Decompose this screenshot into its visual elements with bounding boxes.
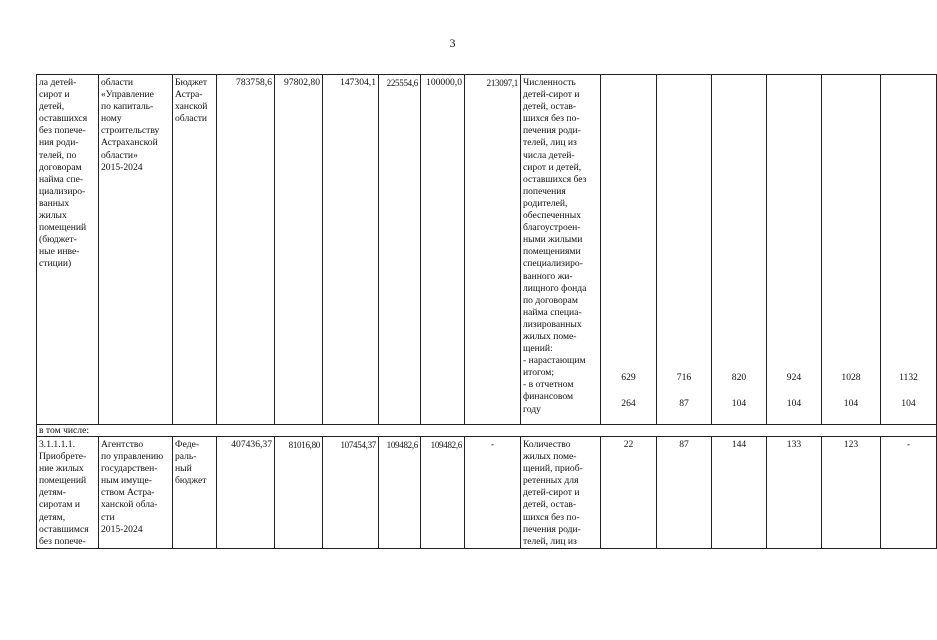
indicator-line: сирот и детей, xyxy=(523,161,582,173)
indicator-value-3 xyxy=(712,75,767,425)
amount-year-1: 97802,80 xyxy=(275,75,323,425)
indicator-line: благоустроен- xyxy=(523,222,581,234)
period-value: 104 xyxy=(731,397,747,409)
funding-source-line: ный xyxy=(175,463,192,475)
funding-source-line: Бюджет xyxy=(175,77,208,88)
period-value: 264 xyxy=(621,397,636,409)
indicator-line: жилых поме- xyxy=(523,451,577,463)
indicator-line: ванного жи- xyxy=(523,270,573,282)
indicator-line: лищного фонда xyxy=(523,282,587,294)
indicator-line: печения роди- xyxy=(523,523,581,535)
executor-line: области xyxy=(101,77,134,88)
executor-line: сти xyxy=(101,511,115,523)
cumulative-value: 1132 xyxy=(899,371,918,383)
period-value: 104 xyxy=(843,397,859,409)
indicator-value-4 xyxy=(767,75,822,425)
indicator-line: щений: xyxy=(523,343,553,355)
cumulative-value: 716 xyxy=(676,371,692,383)
table-row xyxy=(37,75,937,425)
indicator-line: родителей, xyxy=(523,197,568,209)
executor-cell xyxy=(99,75,173,425)
indicator-line: детей-сирот и xyxy=(523,487,580,499)
executor-line: Астраханской xyxy=(101,137,158,149)
executor-line: ханской обла- xyxy=(101,499,158,511)
executor-line: 2015-2024 xyxy=(101,523,143,535)
funding-source-line: Феде- xyxy=(175,439,200,450)
funding-source-cell xyxy=(173,75,217,425)
amount-total: 407436,37 xyxy=(217,437,275,549)
measure-name-line: договорам xyxy=(39,161,82,173)
executor-line: ством Астра- xyxy=(101,487,155,499)
executor-line: по капиталь- xyxy=(101,101,154,113)
executor-line: ным имуще- xyxy=(101,475,152,487)
indicator-line: попечения xyxy=(523,185,566,197)
measure-name-line: ла детей- xyxy=(39,77,77,88)
amount-year-4: 109482,6 xyxy=(421,437,465,549)
executor-line: государствен- xyxy=(101,463,158,475)
cumulative-value: 820 xyxy=(731,371,747,383)
funding-source-line: ханской xyxy=(175,101,208,113)
indicator-line: лизированных xyxy=(523,318,582,330)
executor-line: ному xyxy=(101,113,122,125)
indicator-line: Численность xyxy=(523,77,576,88)
indicator-line: телей, лиц из xyxy=(523,137,577,149)
page-number: 3 xyxy=(449,36,456,50)
amount-year-3: 225554,6 xyxy=(379,75,421,425)
amount-year-2: 147304,1 xyxy=(323,75,379,425)
executor-line: строительству xyxy=(101,125,160,137)
measure-name-line: Приобрете- xyxy=(39,451,87,463)
indicator-value-2: 87 xyxy=(657,437,712,549)
measure-name-line: без попече- xyxy=(39,535,86,547)
executor-cell xyxy=(99,437,173,549)
measure-name-line: детей, xyxy=(39,101,65,113)
indicator-line: телей, лиц из xyxy=(523,535,577,547)
cumulative-label-line: итогом; xyxy=(523,367,555,379)
funding-source-line: области xyxy=(175,113,208,125)
period-value: 104 xyxy=(901,397,916,409)
indicator-value-4: 133 xyxy=(767,437,822,549)
indicator-cell xyxy=(521,75,601,425)
measure-name-line: циализиро- xyxy=(39,185,86,197)
executor-line: области» xyxy=(101,149,138,161)
amount-year-5: - xyxy=(465,437,521,549)
indicator-line: специализиро- xyxy=(523,258,583,270)
amount-year-3: 109482,6 xyxy=(379,437,421,549)
measure-name-line: ванных xyxy=(39,197,70,209)
indicator-value-6 xyxy=(881,75,937,425)
measure-name-cell xyxy=(37,437,99,549)
indicator-value-1 xyxy=(601,75,657,425)
indicator-line: Количество xyxy=(523,439,571,450)
executor-line: Агентство xyxy=(101,439,144,450)
measure-name-line: ние жилых xyxy=(39,463,84,475)
indicator-value-5 xyxy=(822,75,881,425)
including-label: в том числе: xyxy=(37,425,937,437)
funding-source-line: Астра- xyxy=(175,89,203,101)
indicator-value-1: 22 xyxy=(601,437,657,549)
indicator-value-3: 144 xyxy=(712,437,767,549)
measure-name-line: помещений xyxy=(39,475,87,487)
executor-line: «Управление xyxy=(101,89,154,101)
indicator-line: найма специа- xyxy=(523,306,582,318)
indicator-value-5: 123 xyxy=(822,437,881,549)
indicator-line: ретенных для xyxy=(523,475,579,487)
measure-name-line: оставшихся xyxy=(39,113,88,125)
amount-year-5: 213097,1 xyxy=(465,75,521,425)
indicator-line: шихся без по- xyxy=(523,113,580,125)
indicator-line: помещениями xyxy=(523,246,581,258)
cumulative-value: 924 xyxy=(786,371,802,383)
measure-name-line: детям- xyxy=(39,487,66,499)
executor-line: 2015-2024 xyxy=(101,161,143,173)
period-label-line: - в отчетном xyxy=(523,379,574,391)
measure-name-line: ния роди- xyxy=(39,137,79,149)
period-label-line: финансовом xyxy=(523,391,574,403)
table-row xyxy=(37,437,937,549)
indicator-value-2 xyxy=(657,75,712,425)
indicator-line: по договорам xyxy=(523,294,578,306)
measure-name-line: ные инве- xyxy=(39,246,80,258)
measure-name-line: (бюджет- xyxy=(39,234,77,246)
indicator-line: детей-сирот и xyxy=(523,89,580,101)
section-row xyxy=(37,425,937,437)
measure-name-cell xyxy=(37,75,99,425)
amount-year-4: 100000,0 xyxy=(421,75,465,425)
measure-name-line: сирот и xyxy=(39,89,70,101)
measure-name-line: жилых xyxy=(39,210,67,222)
indicator-line: шихся без по- xyxy=(523,511,580,523)
measure-name-line: помещений xyxy=(39,222,87,234)
period-value: 87 xyxy=(679,397,689,409)
measure-name-line: телей, по xyxy=(39,149,77,161)
indicator-value-6: - xyxy=(881,437,937,549)
indicator-line: оставшихся без xyxy=(523,173,587,185)
amount-total: 783758,6 xyxy=(217,75,275,425)
measure-name-line: детям, xyxy=(39,511,66,523)
indicator-line: обеспеченных xyxy=(523,210,582,222)
indicator-cell xyxy=(521,437,601,549)
amount-year-2: 107454,37 xyxy=(323,437,379,549)
measure-name-line: оставшимся xyxy=(39,523,89,535)
cumulative-value: 1028 xyxy=(841,371,861,383)
indicator-line: детей, остав- xyxy=(523,101,577,113)
program-table xyxy=(36,74,937,549)
measure-name-line: найма спе- xyxy=(39,173,84,185)
period-value: 104 xyxy=(786,397,802,409)
cumulative-value: 629 xyxy=(621,371,636,383)
amount-year-1: 81016,80 xyxy=(275,437,323,549)
indicator-line: печения роди- xyxy=(523,125,581,137)
executor-line: по управлению xyxy=(101,451,164,463)
funding-source-line: раль- xyxy=(175,451,197,463)
indicator-line: ными жилыми xyxy=(523,234,583,246)
indicator-line: детей, остав- xyxy=(523,499,577,511)
measure-name-line: без попече- xyxy=(39,125,86,137)
funding-source-line: бюджет xyxy=(175,475,207,487)
measure-name-line: сиротам и xyxy=(39,499,81,511)
indicator-line: щений, приоб- xyxy=(523,463,583,475)
funding-source-cell xyxy=(173,437,217,549)
period-label-line: году xyxy=(523,403,541,415)
indicator-line: числа детей- xyxy=(523,149,575,161)
cumulative-label-line: - нарастающим xyxy=(523,355,586,367)
indicator-line: жилых поме- xyxy=(523,330,577,342)
measure-name-line: стиции) xyxy=(39,258,72,270)
measure-name-line: 3.1.1.1.1. xyxy=(39,439,75,450)
